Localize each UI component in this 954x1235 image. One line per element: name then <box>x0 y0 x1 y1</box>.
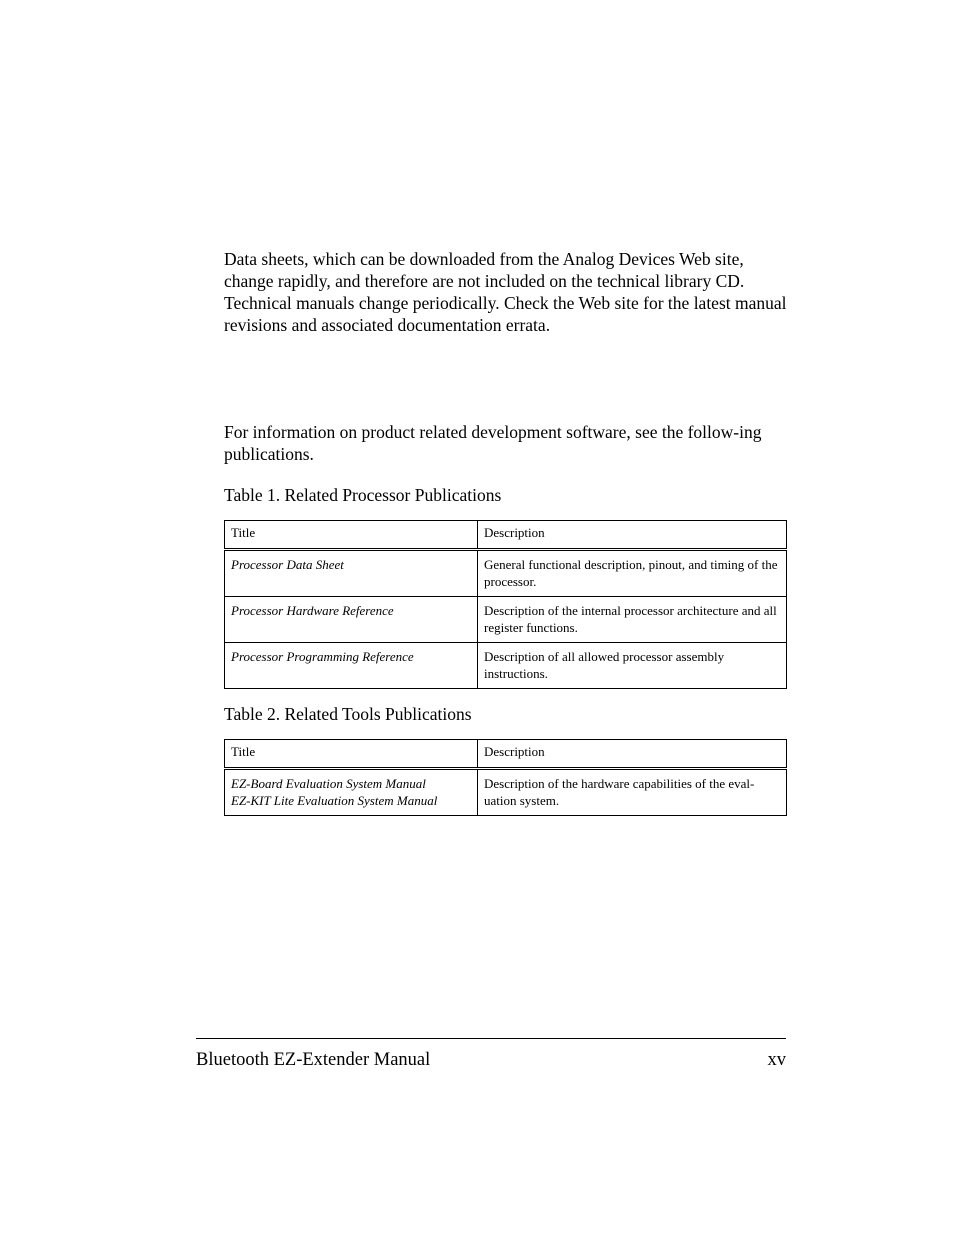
table2-caption: Table 2. Related Tools Publications <box>224 704 472 724</box>
column-header-title: Title <box>225 740 478 769</box>
publication-title: Processor Hardware Reference <box>225 597 478 643</box>
table-header-row <box>225 521 787 550</box>
footer-divider <box>196 1038 786 1039</box>
publication-title-line: EZ-KIT Lite Evaluation System Manual <box>231 793 438 808</box>
table-row <box>225 643 787 689</box>
footer-manual-title: Bluetooth EZ-Extender Manual <box>196 1050 431 1070</box>
publication-description: Description of the hardware capabilities of the eval-uation system. <box>478 769 787 816</box>
table1-caption: Table 1. Related Processor Publications <box>224 485 502 505</box>
publication-title: Processor Data Sheet <box>225 550 478 597</box>
column-header-description: Description <box>478 740 787 769</box>
publication-description: Description of the internal processor architecture and all register functions. <box>478 597 787 643</box>
software-info-paragraph: For information on product related development software, see the follow-ing publications. <box>224 422 762 464</box>
datasheets-paragraph: Data sheets, which can be downloaded from the Analog Devices Web site, change rapidly, and therefore are not included on the technical library CD. Technical manuals change periodically. Check the Web site for the latest manual revisions and associated documentation errata. <box>224 249 787 335</box>
table-header-row <box>225 740 787 769</box>
tools-publications-table <box>224 739 787 816</box>
publication-title-line: EZ-Board Evaluation System Manual <box>231 776 426 791</box>
table-row <box>225 597 787 643</box>
table-row <box>225 550 787 597</box>
publication-description: General functional description, pinout, and timing of the processor. <box>478 550 787 597</box>
publication-title: Processor Programming Reference <box>225 643 478 689</box>
publication-title <box>225 769 478 816</box>
footer-page-number: xv <box>767 1050 786 1070</box>
column-header-title: Title <box>225 521 478 550</box>
table-row <box>225 769 787 816</box>
column-header-description: Description <box>478 521 787 550</box>
processor-publications-table <box>224 520 787 689</box>
publication-description: Description of all allowed processor assembly instructions. <box>478 643 787 689</box>
